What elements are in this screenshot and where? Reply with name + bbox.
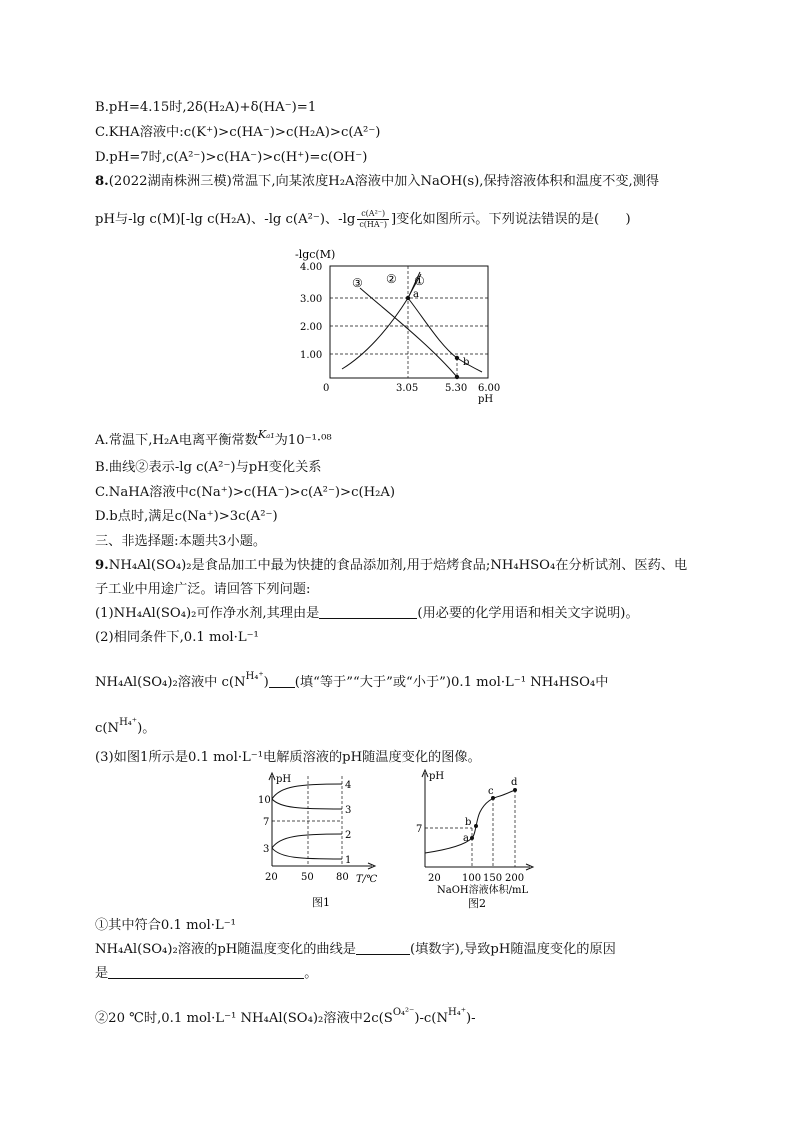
fig1-ytick-3: 3 xyxy=(263,844,270,855)
q8-option-a xyxy=(95,426,332,450)
fig2-xtick-20: 20 xyxy=(428,873,441,884)
q8-option-c: C.NaHA溶液中c(Na⁺)>c(HA⁻)>c(A²⁻)>c(H₂A) xyxy=(95,485,396,500)
q8-label-2: ② xyxy=(386,272,397,286)
q8-optA-post: 为10⁻¹·⁰⁸ xyxy=(274,433,332,448)
q9-p2-pre: NH₄Al(SO₄)₂溶液中 c(N xyxy=(95,675,246,690)
q8-stem2-pre: pH与-lg c(M)[-lg c(H₂A)、-lg c(A²⁻)、-lg xyxy=(95,212,356,227)
q8-optA-k: Kₐ₁ xyxy=(257,428,275,441)
fig1-label-1: 1 xyxy=(345,855,352,866)
q8-ytick-2: 2.00 xyxy=(300,322,323,333)
fig2-point-d-label: d xyxy=(511,777,518,788)
q9-number: 9. xyxy=(95,558,109,573)
fig2-point-d xyxy=(513,788,517,792)
q8-xlabel: pH xyxy=(478,394,494,405)
q7-option-d: D.pH=7时,c(A²⁻)>c(HA⁻)>c(H⁺)=c(OH⁻) xyxy=(95,150,368,165)
q9-p1-blank[interactable] xyxy=(319,605,417,619)
q9-p2-mid: ) xyxy=(263,675,269,690)
q9-nh4-3: H₄⁺ xyxy=(447,1007,466,1018)
fig2-point-a xyxy=(470,836,474,840)
fig1-xlabel: T/℃ xyxy=(356,874,378,885)
q8-fraction xyxy=(357,209,389,230)
fig1-xtick-20: 20 xyxy=(265,872,278,883)
fig1-label-2: 2 xyxy=(345,830,352,841)
q8-stem2-post: ]变化如图所示。下列说法错误的是( ) xyxy=(391,212,631,227)
q8-ytick-3: 3.00 xyxy=(300,294,323,305)
q9-p3s1-post: (填数字),导致pH随温度变化的原因 xyxy=(409,942,616,957)
fig1-series-1 xyxy=(272,848,342,859)
q8-point-a-label: a xyxy=(413,289,419,300)
q8-ylabel: -lgc(M) xyxy=(295,248,336,261)
q9-part1 xyxy=(95,605,639,623)
q9-part3-sub1-line2 xyxy=(95,941,616,959)
q8-point-a xyxy=(406,296,410,300)
q9-part3-sub1-line3 xyxy=(95,965,317,983)
fig1-ytick-10: 10 xyxy=(258,795,271,806)
q9-p1-post: (用必要的化学用语和相关文字说明)。 xyxy=(417,606,639,621)
q9-stem-line2: 子工业中用途广泛。请回答下列问题: xyxy=(95,582,311,597)
fig1-series-2 xyxy=(272,834,342,848)
q8-stem-line2 xyxy=(95,208,631,232)
q9-part2-line3 xyxy=(95,714,155,738)
figure1 xyxy=(258,770,388,910)
fig1-ylabel: pH xyxy=(276,774,292,785)
q8-point-b-label: b xyxy=(463,357,470,368)
section3-heading: 三、非选择题:本题共3小题。 xyxy=(95,534,267,549)
q8-chart xyxy=(295,243,510,405)
q9-p3s1-l3-post: 。 xyxy=(304,966,318,981)
q8-label-3: ③ xyxy=(352,276,363,290)
q8-label-1: ① xyxy=(414,274,425,288)
q9-part3-sub1-line1: ①其中符合0.1 mol·L⁻¹ xyxy=(95,918,236,933)
q9-p2-blank[interactable] xyxy=(269,674,295,688)
fig2-point-a-label: a xyxy=(463,833,469,844)
q8-xtick-0: 0 xyxy=(323,383,330,394)
fig2-xlabel: NaOH溶液体积/mL xyxy=(437,885,529,896)
fig1-xtick-80: 80 xyxy=(336,872,349,883)
fig1-ytick-7: 7 xyxy=(263,817,270,828)
q9-so4: O₄²⁻ xyxy=(392,1007,415,1018)
fig1-series-4 xyxy=(272,784,342,799)
fig2-ytick-7: 7 xyxy=(416,824,423,835)
q8-series-3 xyxy=(360,288,457,377)
q8-xtick-305: 3.05 xyxy=(396,383,419,394)
q9-nh4-1: H₄⁺ xyxy=(245,671,264,682)
fig2-point-b xyxy=(474,824,478,828)
q8-frac-den: c(HA⁻) xyxy=(359,220,388,229)
q9-p3s1-blank-curve[interactable] xyxy=(356,941,410,955)
figure2 xyxy=(412,765,552,910)
q8-ytick-1: 1.00 xyxy=(300,350,323,361)
q9-part3: (3)如图1所示是0.1 mol·L⁻¹电解质溶液的pH随温度变化的图像。 xyxy=(95,750,481,765)
q9-p3s1-blank-reason[interactable] xyxy=(108,965,304,979)
q8-xtick-530: 5.30 xyxy=(445,383,468,394)
q8-frac-num: c(A²⁻) xyxy=(357,209,389,220)
q9-p3s2-mid: )-c(N xyxy=(414,1011,448,1026)
q9-part2-line1: (2)相同条件下,0.1 mol·L⁻¹ xyxy=(95,630,259,645)
q8-point-end xyxy=(455,375,459,379)
fig2-ylabel: pH xyxy=(429,771,445,782)
fig2-xtick-100: 100 xyxy=(462,873,482,884)
q9-p3s2-post: )- xyxy=(466,1011,476,1026)
q8-point-b xyxy=(455,356,459,360)
fig2-xtick-150: 150 xyxy=(483,873,503,884)
q9-p2-l3-pre: c(N xyxy=(95,721,120,736)
fig1-series-3 xyxy=(272,799,342,809)
q9-p3s1-pre: NH₄Al(SO₄)₂溶液的pH随温度变化的曲线是 xyxy=(95,942,356,957)
q8-option-b: B.曲线②表示-lg c(A²⁻)与pH变化关系 xyxy=(95,460,322,475)
q8-option-d: D.b点时,满足c(Na⁺)>3c(A²⁻) xyxy=(95,509,278,524)
fig2-point-b-label: b xyxy=(465,817,472,828)
q7-option-c: C.KHA溶液中:c(K⁺)>c(HA⁻)>c(H₂A)>c(A²⁻) xyxy=(95,125,381,140)
q9-p2-l3-post: )。 xyxy=(137,721,156,736)
q9-part2-line2 xyxy=(95,668,608,692)
fig1-label-3: 3 xyxy=(345,805,352,816)
q9-p3s2-pre: ②20 ℃时,0.1 mol·L⁻¹ NH₄Al(SO₄)₂溶液中2c(S xyxy=(95,1011,393,1026)
q7-option-b: B.pH=4.15时,2δ(H₂A)+δ(HA⁻)=1 xyxy=(95,100,317,115)
q8-stem-line1 xyxy=(95,173,659,191)
q9-nh4-2: H₄⁺ xyxy=(119,717,138,728)
fig1-xtick-50: 50 xyxy=(301,872,314,883)
q9-p2-post: (填“等于”“大于”或“小于”)0.1 mol·L⁻¹ NH₄HSO₄中 xyxy=(294,675,609,690)
q8-optA-pre: A.常温下,H₂A电离平衡常数 xyxy=(95,433,258,448)
q8-number: 8. xyxy=(95,174,109,189)
q8-ytick-4: 4.00 xyxy=(300,262,323,273)
q8-stem1: (2022湖南株洲三模)常温下,向某浓度H₂A溶液中加入NaOH(s),保持溶液体积和温度不变,测得 xyxy=(108,174,660,189)
fig1-title: 图1 xyxy=(312,896,330,909)
q9-part3-sub2 xyxy=(95,1004,476,1028)
fig1-label-4: 4 xyxy=(345,780,352,791)
fig2-point-c-label: c xyxy=(488,786,494,797)
fig2-xtick-200: 200 xyxy=(505,873,525,884)
q9-stem1: NH₄Al(SO₄)₂是食品加工中最为快捷的食品添加剂,用于焙烤食品;NH₄HSO₄在分析试剂、医药、电 xyxy=(108,558,688,573)
q9-stem-line1 xyxy=(95,557,687,575)
q9-p3s1-l3-pre: 是 xyxy=(95,966,109,981)
q8-xtick-600: 6.00 xyxy=(478,383,501,394)
fig2-title: 图2 xyxy=(468,897,486,910)
q9-p1-pre: (1)NH₄Al(SO₄)₂可作净水剂,其理由是 xyxy=(95,606,320,621)
